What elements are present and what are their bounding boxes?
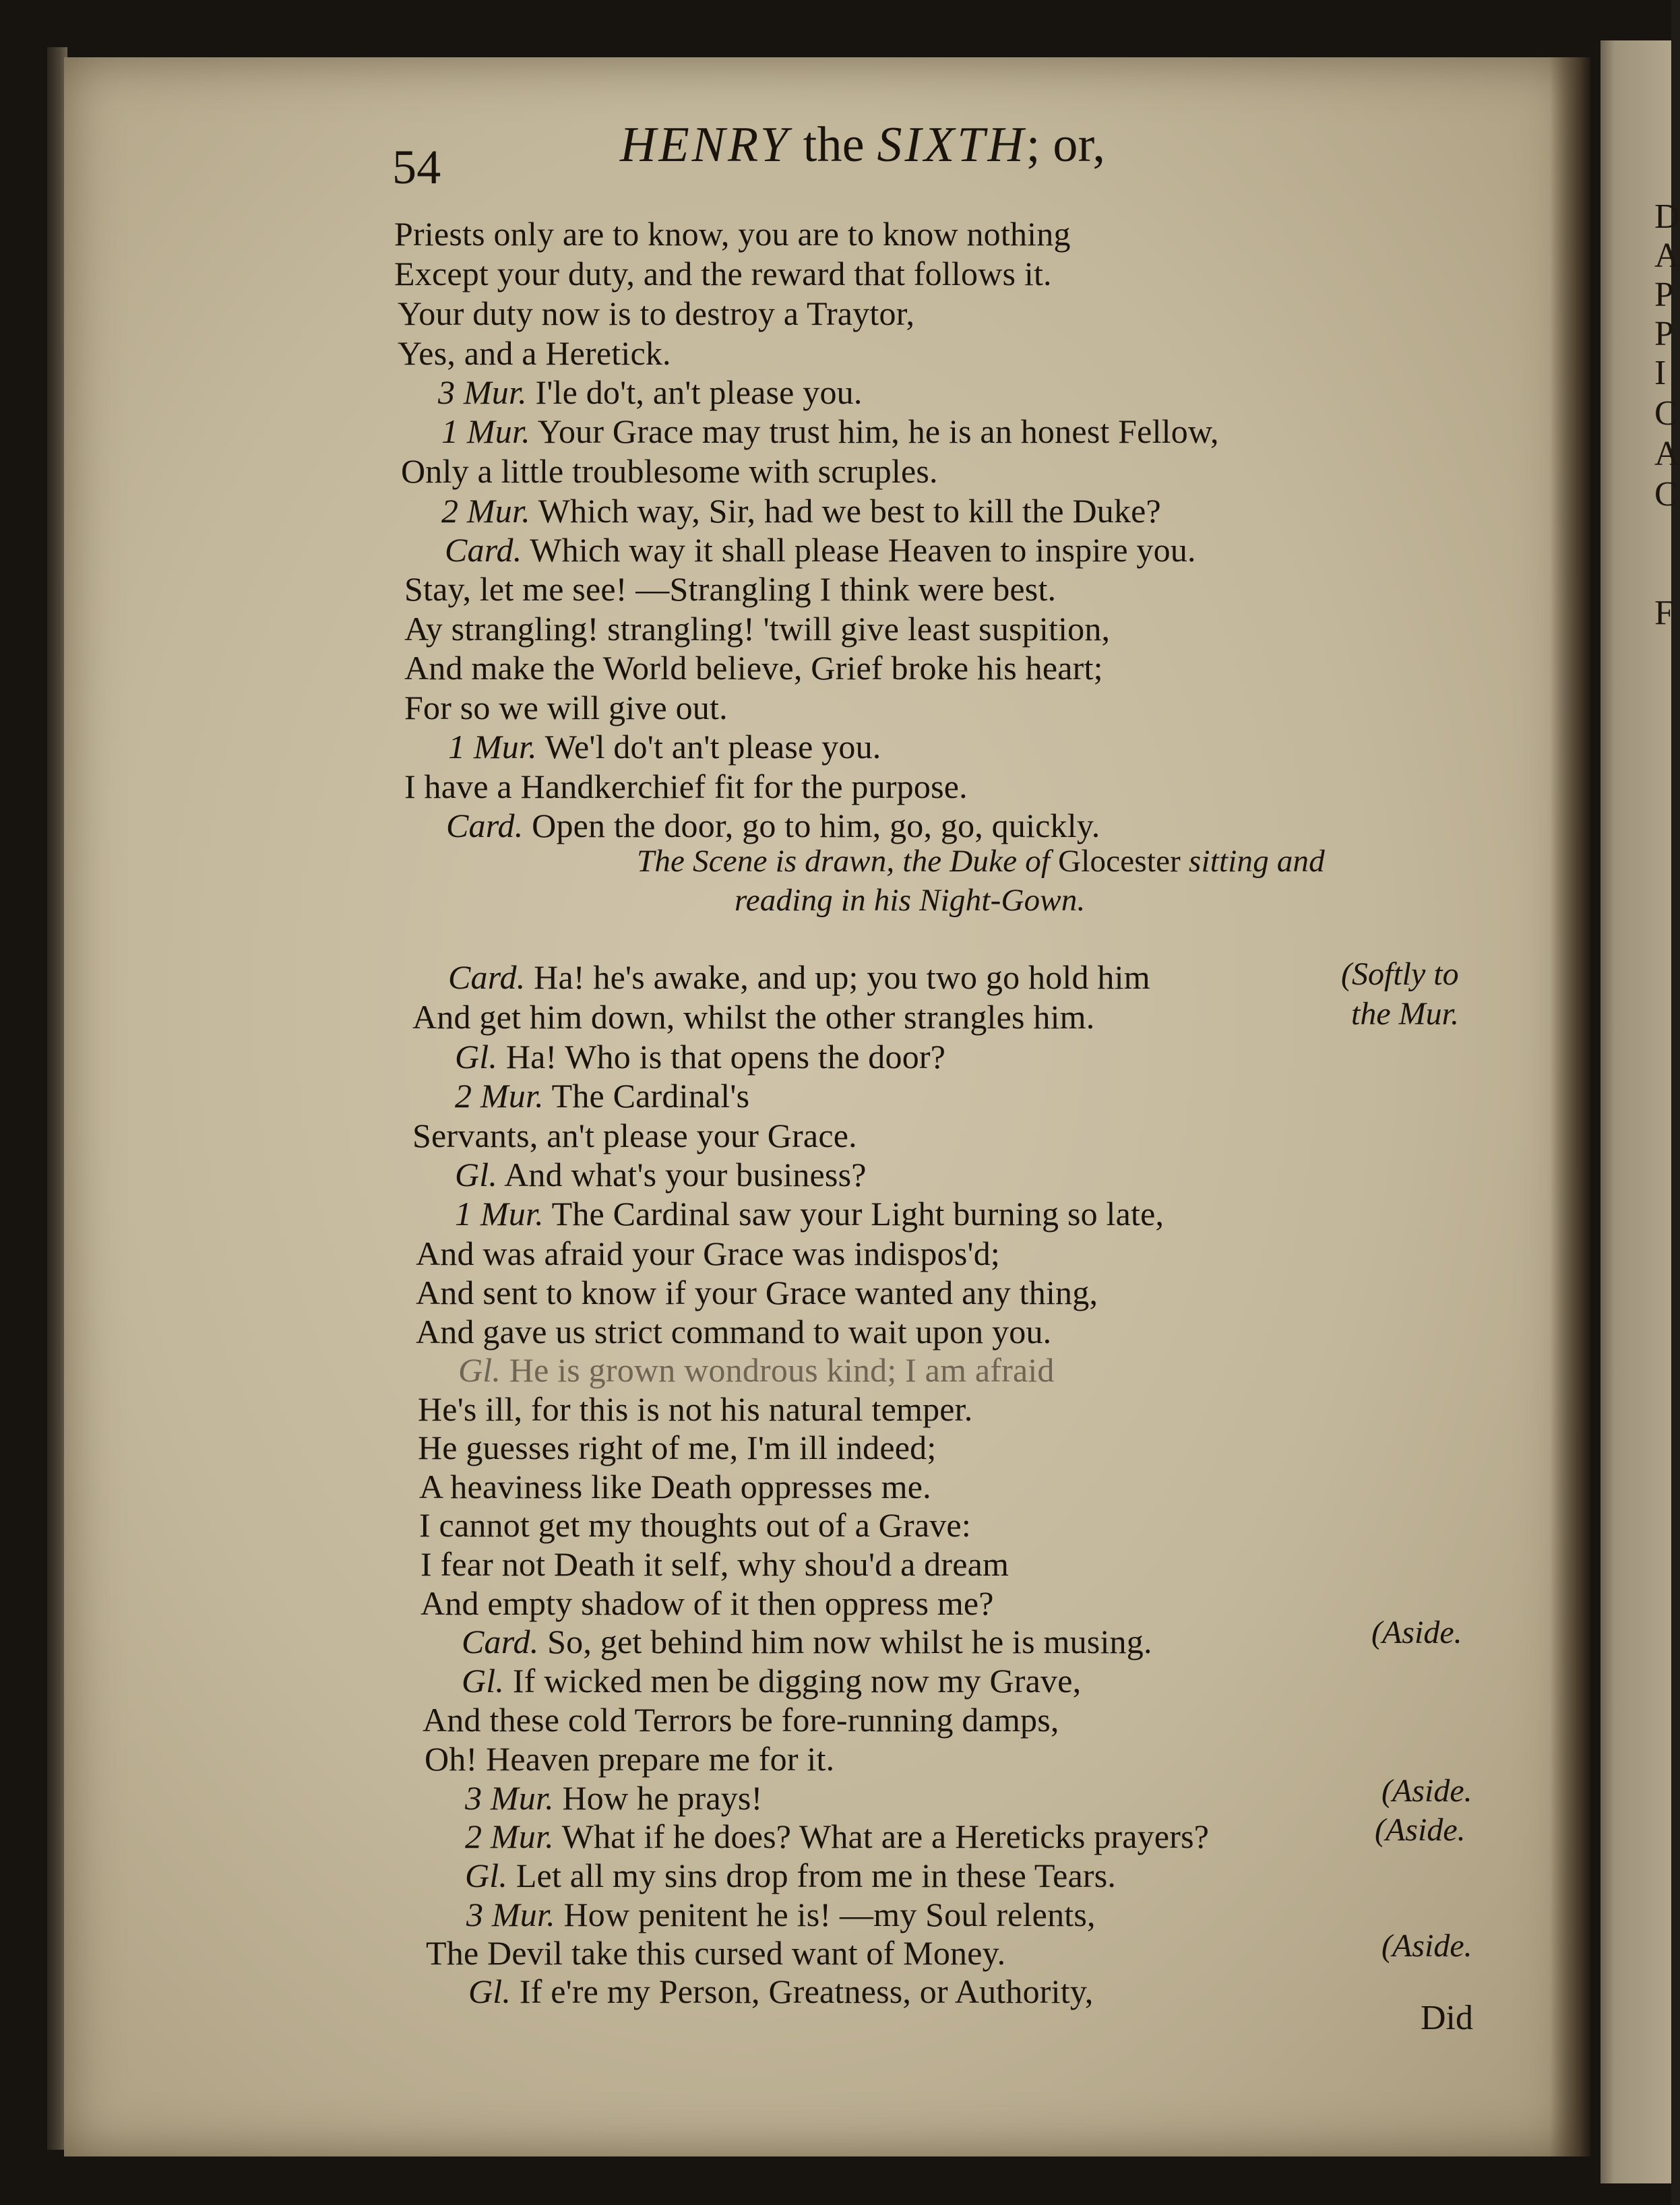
aside-note: (Aside. — [1375, 1812, 1466, 1848]
speaker: 2 Mur. — [465, 1818, 554, 1855]
facing-page-letter: A — [1654, 435, 1680, 473]
speech-line — [448, 960, 1150, 994]
stage-direction-line — [637, 846, 1325, 877]
facing-page-letter: P — [1654, 276, 1674, 314]
aside-note: (Softly to — [1341, 956, 1459, 992]
speech-line — [466, 1898, 1096, 1931]
verse-line: A heaviness like Death oppresses me. — [419, 1468, 931, 1505]
facing-page-letter: F — [1654, 594, 1674, 632]
running-head-title: HENRY — [620, 117, 791, 173]
speech-line — [455, 1040, 945, 1074]
speech-line — [438, 375, 863, 409]
speaker: 1 Mur. — [441, 412, 530, 450]
speaker: Gl. — [468, 1973, 511, 2010]
speech-line — [441, 494, 1161, 528]
verse-line: The Devil take this cursed want of Money. — [426, 1934, 1006, 1972]
speech-line — [448, 730, 881, 764]
stage-direction-name: Glocester — [1058, 844, 1181, 879]
verse-line: I fear not Death it self, why shou'd a dream — [421, 1545, 1009, 1583]
speech-text: We'l do't an't please you. — [545, 728, 881, 766]
speech-line — [455, 1079, 749, 1113]
speaker: 3 Mur. — [438, 373, 527, 411]
speech-line — [455, 1197, 1164, 1231]
facing-page-letter: A — [1654, 237, 1680, 275]
speech-text: If e're my Person, Greatness, or Authority, — [519, 1973, 1094, 2010]
speech-text: He is grown wondrous kind; I am afraid — [509, 1351, 1055, 1389]
speech-line — [462, 1625, 1152, 1658]
speech-text: How he prays! — [562, 1779, 763, 1817]
running-head-word: the — [803, 117, 865, 173]
speaker: Gl. — [462, 1662, 505, 1700]
speaker: Card. — [446, 807, 524, 844]
facing-page-letter: I — [1654, 354, 1667, 392]
stage-direction-text: sitting and — [1188, 844, 1325, 879]
catchword: Did — [1421, 1999, 1473, 2037]
speech-line — [446, 809, 1100, 842]
speech-line — [445, 533, 1196, 567]
speech-text: So, get behind him now whilst he is musing. — [547, 1623, 1152, 1660]
facing-page-letter: C — [1654, 475, 1678, 514]
speech-text: The Cardinal saw your Light burning so late, — [551, 1195, 1164, 1233]
speech-line — [441, 414, 1219, 448]
aside-note: (Aside. — [1381, 1773, 1472, 1809]
aside-note: the Mur. — [1351, 996, 1459, 1032]
speech-text: If wicked men be digging now my Grave, — [512, 1662, 1082, 1700]
verse-line: I cannot get my thoughts out of a Grave: — [419, 1506, 971, 1544]
speaker: Gl. — [455, 1038, 498, 1076]
speech-text: Open the door, go to him, go, go, quickly. — [532, 807, 1100, 844]
speech-text: I'le do't, an't please you. — [535, 373, 863, 411]
verse-line: Your duty now is to destroy a Traytor, — [398, 294, 915, 332]
verse-line: I have a Handkerchief fit for the purpose. — [404, 768, 968, 805]
speech-text: Ha! he's awake, and up; you two go hold him — [534, 958, 1150, 996]
speech-text: Which way, Sir, had we best to kill the Duke? — [538, 492, 1161, 530]
verse-line: Servants, an't please your Grace. — [412, 1117, 857, 1154]
speech-text: Your Grace may trust him, he is an honest Fellow, — [537, 412, 1219, 450]
speech-text: Ha! Who is that opens the door? — [505, 1038, 946, 1076]
verse-line: And empty shadow of it then oppress me? — [421, 1584, 994, 1622]
verse-line: And gave us strict command to wait upon you. — [416, 1313, 1052, 1350]
verse-line: And was afraid your Grace was indispos'd; — [416, 1235, 1000, 1272]
speaker: 1 Mur. — [448, 728, 537, 766]
aside-note: (Aside. — [1381, 1928, 1472, 1964]
facing-page-letter: P — [1654, 315, 1674, 353]
speech-line — [465, 1781, 762, 1815]
speaker: Card. — [445, 531, 522, 569]
verse-line: Except your duty, and the reward that follows it. — [394, 255, 1052, 292]
speech-text: Let all my sins drop from me in these Tears. — [516, 1857, 1117, 1894]
speech-text: The Cardinal's — [551, 1077, 750, 1115]
speaker: Gl. — [465, 1857, 508, 1894]
speech-text: How penitent he is! —my Soul relents, — [563, 1896, 1096, 1933]
stage-direction-text: The Scene is drawn, the Duke of — [637, 844, 1051, 879]
speaker: 2 Mur. — [455, 1077, 544, 1115]
speaker: 3 Mur. — [466, 1896, 555, 1933]
speech-line — [455, 1158, 867, 1191]
verse-line: He guesses right of me, I'm ill indeed; — [418, 1429, 937, 1466]
speech-text: What if he does? What are a Hereticks prayers? — [561, 1818, 1210, 1855]
speaker: 1 Mur. — [455, 1195, 544, 1233]
aside-note: (Aside. — [1371, 1615, 1462, 1650]
running-head-title-2: SIXTH — [877, 117, 1026, 173]
facing-page-letter: C — [1654, 394, 1678, 433]
page-gutter — [1550, 57, 1590, 2156]
speaker: Gl. — [458, 1351, 501, 1389]
speaker: Card. — [462, 1623, 539, 1660]
verse-line: Only a little troublesome with scruples. — [401, 452, 938, 490]
speech-text: Which way it shall please Heaven to inspire you. — [530, 531, 1196, 569]
verse-line: Oh! Heaven prepare me for it. — [425, 1740, 835, 1778]
verse-line: He's ill, for this is not his natural temper. — [418, 1390, 973, 1428]
verse-line: And sent to know if your Grace wanted any thing, — [416, 1274, 1098, 1311]
speech-text: And what's your business? — [504, 1156, 867, 1193]
running-head — [620, 117, 1106, 173]
verse-line: Yes, and a Heretick. — [398, 334, 671, 372]
speech-line — [468, 1975, 1093, 2008]
page-number: 54 — [392, 140, 441, 194]
speaker: 3 Mur. — [465, 1779, 554, 1817]
speech-line — [458, 1353, 1055, 1387]
speech-line — [465, 1859, 1116, 1892]
verse-line: And get him down, whilst the other strangles him. — [412, 998, 1095, 1036]
speech-line — [465, 1820, 1209, 1853]
verse-line: And these cold Terrors be fore-running damps, — [423, 1701, 1059, 1739]
facing-page-letter: D — [1654, 197, 1680, 236]
running-head-tail: ; or, — [1026, 117, 1106, 173]
verse-line: And make the World believe, Grief broke his heart; — [404, 649, 1103, 687]
speaker: Gl. — [455, 1156, 498, 1193]
speech-line — [462, 1664, 1081, 1698]
speaker: 2 Mur. — [441, 492, 530, 530]
verse-line: For so we will give out. — [404, 689, 728, 726]
stage-direction-line: reading in his Night-Gown. — [735, 883, 1086, 918]
verse-line: Priests only are to know, you are to know nothing — [394, 215, 1071, 253]
verse-line: Stay, let me see! —Strangling I think were best. — [404, 570, 1057, 608]
speaker: Card. — [448, 958, 526, 996]
verse-line: Ay strangling! strangling! 'twill give least suspition, — [404, 610, 1111, 648]
